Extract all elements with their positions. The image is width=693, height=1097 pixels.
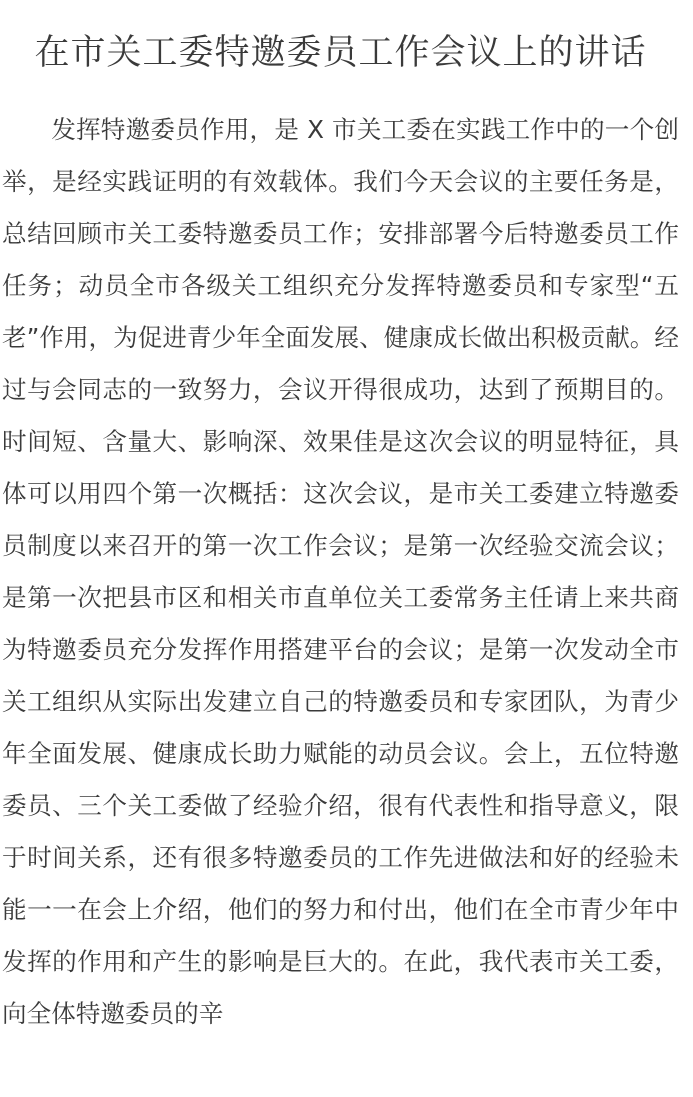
document-title: 在市关工委特邀委员工作会议上的讲话	[34, 33, 647, 73]
body-paragraph: 发挥特邀委员作用，是 X 市关工委在实践工作中的一个创举，是经实践证明的有效载体。我们今天会议的主要任务是，总结回顾市关工委特邀委员工作；安排部署今后特邀委员工作任务；动员全市各级关工组织充分发挥特邀委员和专家型“五老”作用，为促进青少年全面发展、健康成长做出积极贡献。经过与会同志的一致努力，会议开得很成功，达到了预期目的。时间短、含量大、影响深、效果佳是这次会议的明显特征，具体可以用四个第一次概括：这次会议，是市关工委建立特邀委员制度以来召开的第一次工作会议；是第一次经验交流会议；是第一次把县市区和相关市直单位关工委常务主任请上来共商为特邀委员充分发挥作用搭建平台的会议；是第一次发动全市关工组织从实际出发建立自己的特邀委员和专家团队，为青少年全面发展、健康成长助力赋能的动员会议。会上，五位特邀委员、三个关工委做了经验介绍，很有代表性和指导意义，限于时间关系，还有很多特邀委员的工作先进做法和好的经验未能一一在会上介绍，他们的努力和付出，他们在全市青少年中发挥的作用和产生的影响是巨大的。在此，我代表市关工委，向全体特邀委员的辛	[2, 115, 679, 1028]
